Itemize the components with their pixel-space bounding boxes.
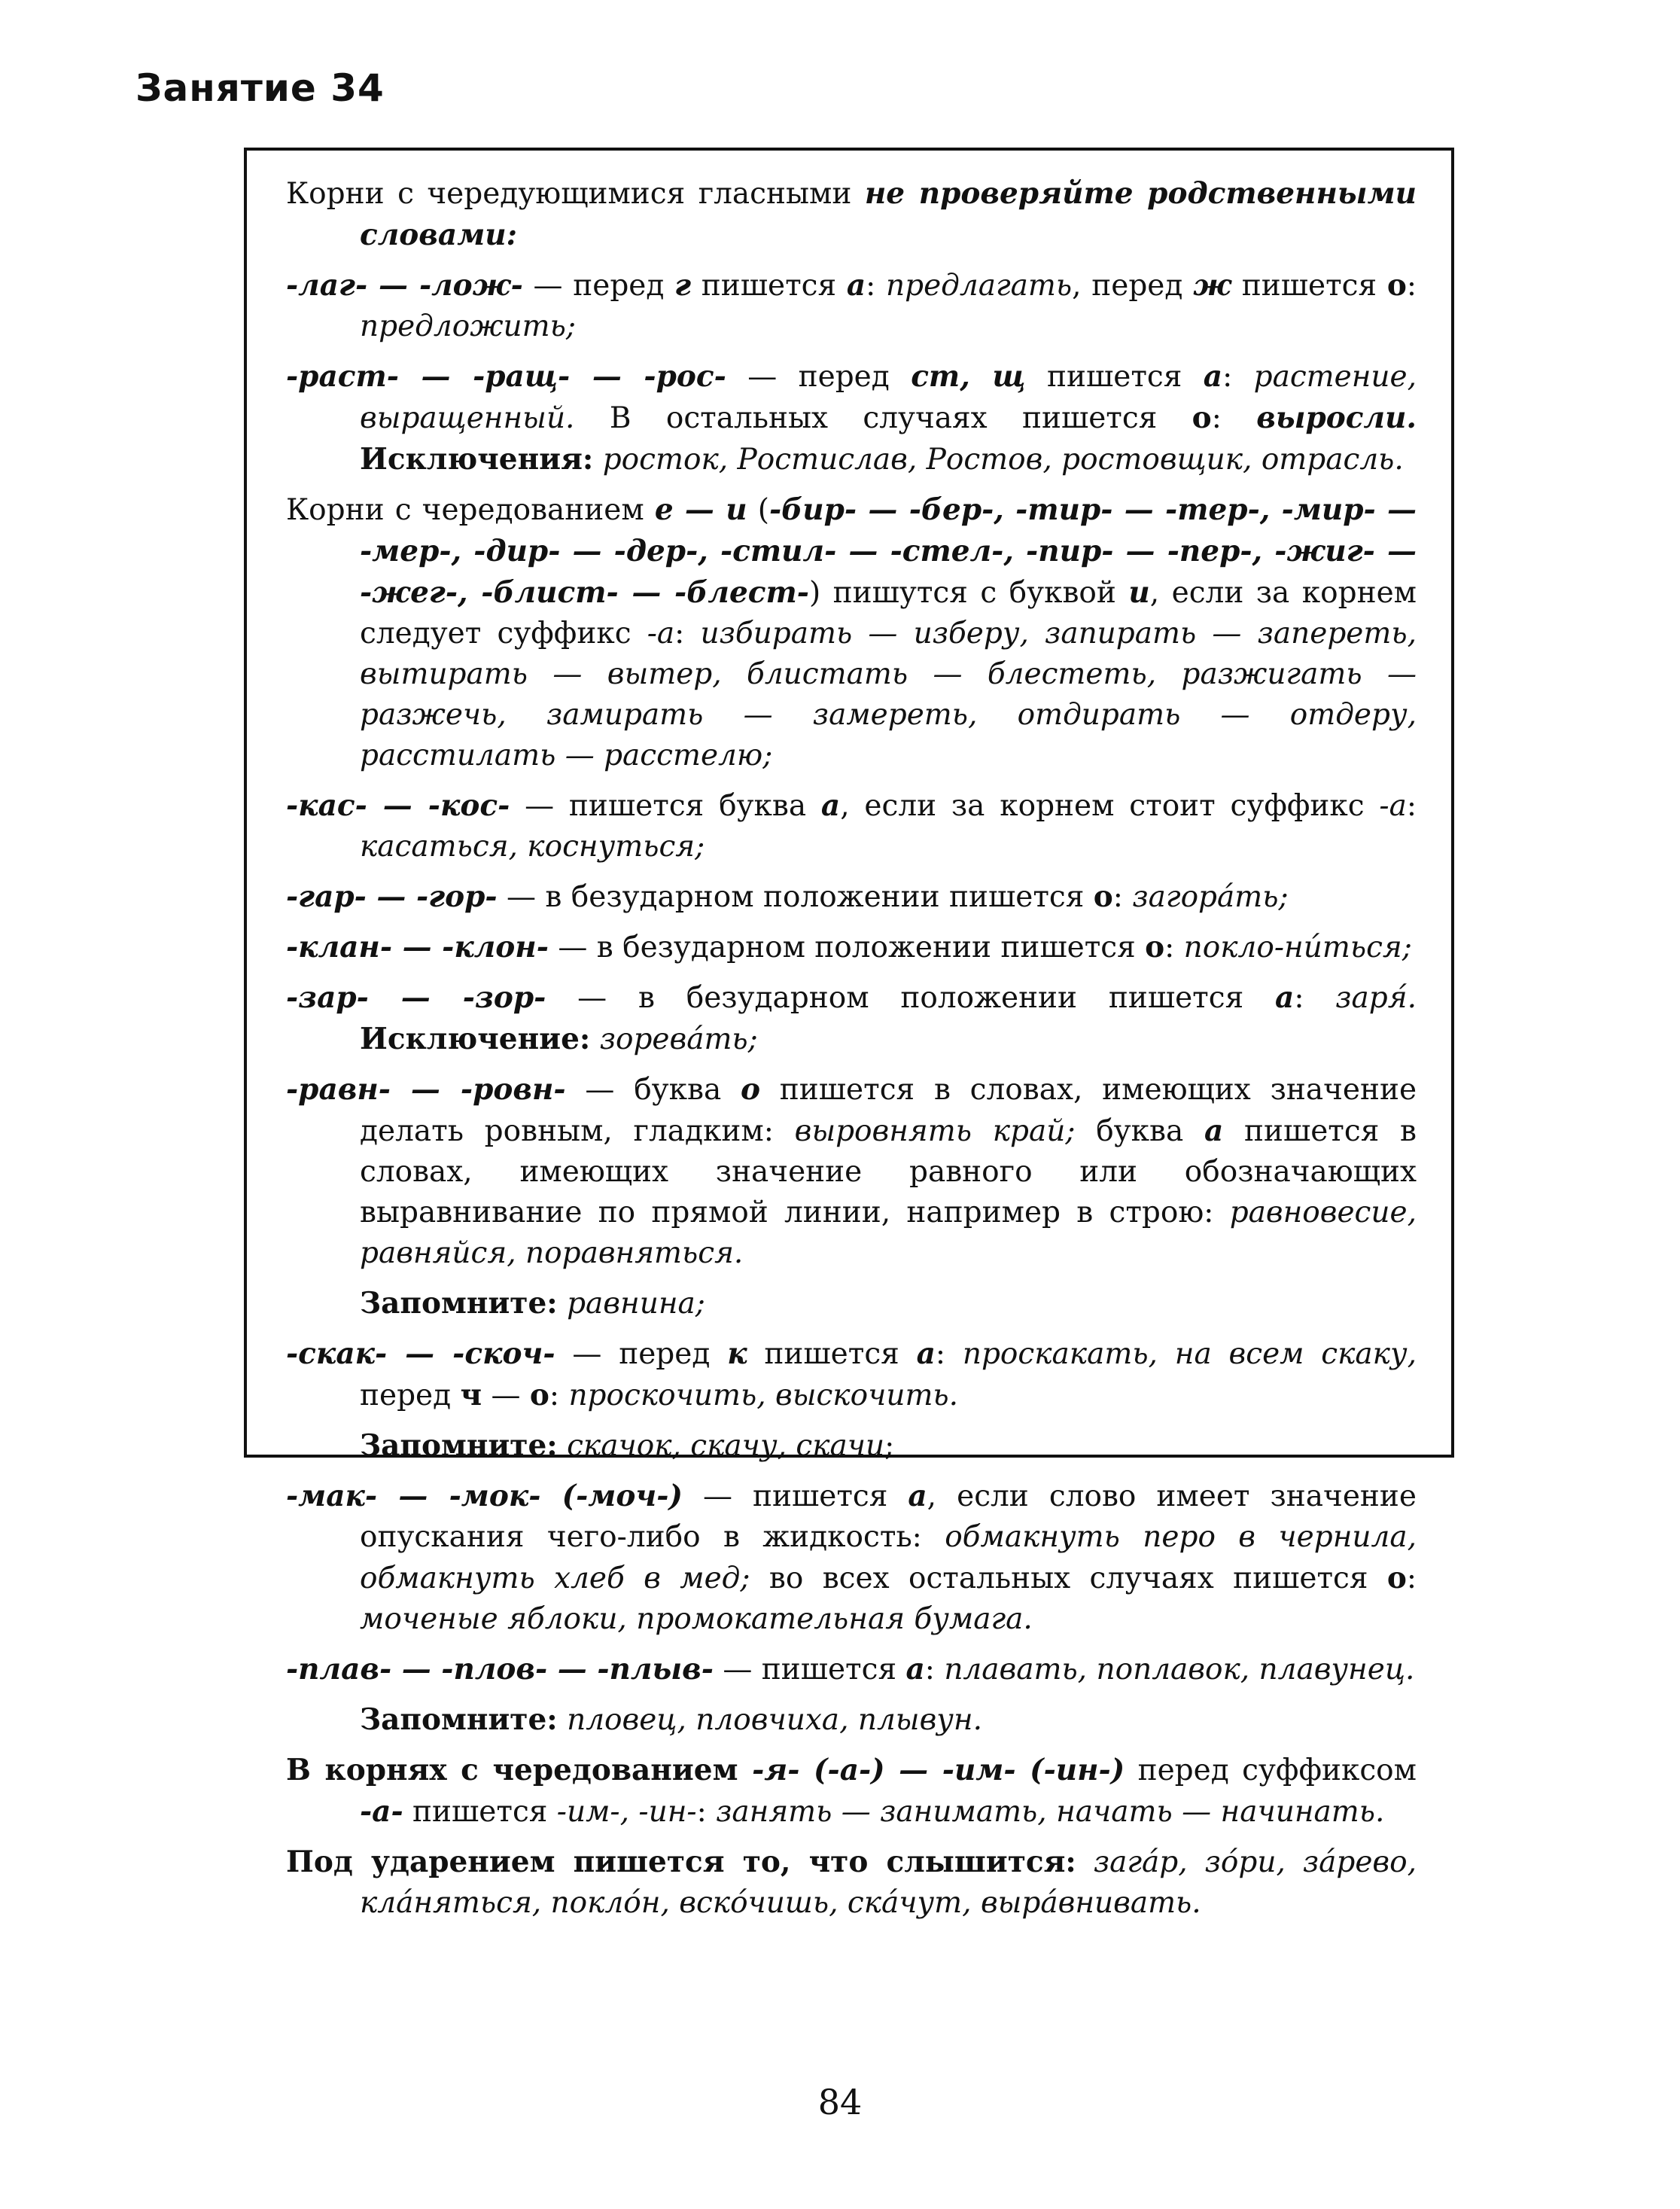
rule-text-run: покло-ни́ться; xyxy=(1183,931,1412,964)
rule-zar-zor xyxy=(286,977,1417,1060)
rule-text-run: а xyxy=(846,268,866,303)
rule-klan-klon xyxy=(286,927,1417,968)
rule-text-run: — в безударном положении пишется xyxy=(546,981,1276,1015)
rule-text-run: -кас- — -кос- xyxy=(286,788,510,823)
rule-text-run: : xyxy=(924,1653,945,1686)
rule-text-run: скачок, скачу, скачи xyxy=(567,1429,885,1463)
rule-text-run: предлагать xyxy=(886,269,1073,303)
rule-stress xyxy=(286,1842,1417,1924)
rule-text-run: касаться, коснуться; xyxy=(360,830,705,864)
rule-text-run: моченые яблоки, промокательная бумага. xyxy=(360,1602,1033,1636)
rule-text-run: Запомните: xyxy=(360,1286,558,1321)
rule-text-run: , если за корнем следует суффикс xyxy=(360,576,1417,651)
rule-kas-kos xyxy=(286,785,1417,867)
rule-ravn-note xyxy=(286,1283,1417,1324)
rule-text-run: -равн- — -ровн- xyxy=(286,1072,566,1107)
rule-text-run: а xyxy=(916,1336,936,1371)
lesson-title: Занятие 34 xyxy=(135,66,385,110)
rule-e-i xyxy=(286,489,1417,776)
rule-text-run: — в безударном положении пишется xyxy=(548,931,1146,964)
rule-text-run: Исключения: xyxy=(360,442,594,477)
rule-text-run: г xyxy=(674,268,692,303)
rule-text-run: во всех остальных случаях пишется xyxy=(750,1562,1387,1595)
rule-text-run: плавать, поплавок, плавунец. xyxy=(944,1653,1415,1686)
rule-text-run: ) пишутся с буквой xyxy=(808,576,1129,610)
rule-text-run: не проверяйте родственными словами: xyxy=(360,176,1417,252)
rule-text-run: — в безударном положении пишется xyxy=(497,880,1094,914)
rule-text-run: выровнять край; xyxy=(794,1114,1076,1148)
rule-text-run xyxy=(558,1429,567,1463)
rule-text-run: -я- (-а-) — -им- (-ин-) xyxy=(752,1753,1125,1787)
rule-text-run: : xyxy=(1406,789,1417,823)
rule-text-run: ; xyxy=(884,1429,895,1463)
rule-text-run: Корни с чередованием xyxy=(286,493,655,527)
rule-text-run: — пишется xyxy=(682,1479,908,1513)
rule-text-run: -зар- — -зор- xyxy=(286,980,546,1015)
rule-text-run: равнина; xyxy=(567,1287,705,1321)
rule-text-run: Корни с чередующимися гласными xyxy=(286,177,865,211)
rule-mak-mok xyxy=(286,1476,1417,1640)
rule-text-run: а xyxy=(908,1479,927,1513)
rule-text-run: о xyxy=(529,1378,549,1412)
rule-text-run: : xyxy=(696,1795,717,1829)
rule-skak-note xyxy=(286,1425,1417,1467)
rule-text-run: ( xyxy=(747,493,769,527)
rule-text-run: о xyxy=(1093,879,1113,914)
rule-rast-rasch-ros xyxy=(286,356,1417,480)
rule-text-run: а xyxy=(1204,1114,1224,1148)
rule-text-run: загора́ть; xyxy=(1132,880,1289,914)
rule-text-run xyxy=(590,1022,599,1056)
rule-intro xyxy=(286,173,1417,256)
rule-text-run: Исключение: xyxy=(360,1022,591,1056)
rule-plav-plov-plyv xyxy=(286,1649,1417,1690)
rule-plav-note xyxy=(286,1699,1417,1741)
rule-ya-im xyxy=(286,1750,1417,1833)
rule-text-run: : xyxy=(1112,880,1133,914)
rule-text-run: -а xyxy=(1379,789,1407,823)
rule-text-run xyxy=(1076,1845,1094,1879)
page-number: 84 xyxy=(817,2082,863,2122)
rule-text-run: : xyxy=(1211,401,1257,435)
rule-text-run: о xyxy=(1192,401,1212,435)
rule-text-run: предложить; xyxy=(360,309,576,343)
rule-text-run: В корнях с чередованием xyxy=(286,1753,753,1787)
rule-text-run: -раст- — -ращ- — -рос- xyxy=(286,359,726,394)
rule-text-run: В остальных случаях пишется xyxy=(574,401,1192,435)
rule-text-run: пловец, пловчиха, плывун. xyxy=(567,1703,982,1737)
rule-text-run: , если за корнем стоит суффикс xyxy=(840,789,1380,823)
rule-text-run: выросли. xyxy=(1256,401,1417,435)
rule-text-run: а xyxy=(905,1652,925,1686)
rule-text-run: о xyxy=(1145,930,1165,964)
rule-text-run: — пишется xyxy=(713,1653,906,1686)
rule-text-run: -клан- — -клон- xyxy=(286,930,549,964)
rule-text-run: и xyxy=(1128,575,1150,610)
rule-text-run: , перед xyxy=(1072,269,1194,303)
rule-text-run: ж xyxy=(1193,268,1232,303)
rule-text-run: — перед xyxy=(555,1337,728,1371)
rules-frame xyxy=(244,148,1454,1920)
rule-text-run: : xyxy=(1406,269,1417,303)
rule-text-run xyxy=(558,1287,567,1321)
rule-text-run: -мак- — -мок- (-моч-) xyxy=(286,1479,683,1513)
rule-text-run: равновесие, равняйся, поравняться. xyxy=(360,1196,1417,1270)
rule-text-run: — xyxy=(482,1379,530,1412)
rule-lag-lozh xyxy=(286,265,1417,347)
rule-text-run: : xyxy=(1222,360,1254,394)
rule-text-run: а xyxy=(1275,980,1295,1015)
rule-text-run: о xyxy=(741,1072,761,1107)
rule-text-run: заря́. xyxy=(1335,981,1417,1015)
rule-text-run: : xyxy=(674,617,701,651)
rule-text-run: перед суффиксом xyxy=(1125,1753,1417,1787)
rule-text-run: о xyxy=(1386,1561,1407,1595)
rule-text-run: : xyxy=(549,1379,569,1412)
rule-text-run: -плав- — -плов- — -плыв- xyxy=(286,1652,714,1686)
rule-text-run: проскочить, выскочить. xyxy=(568,1379,959,1412)
rule-text-run: пишется xyxy=(403,1795,557,1829)
rule-text-run: — перед xyxy=(522,269,675,303)
rule-text-run: растение, выращенный. xyxy=(360,360,1417,435)
rule-text-run: : xyxy=(1406,1562,1417,1595)
rule-text-run: -им-, -ин- xyxy=(556,1795,697,1829)
rule-text-run: пишется в словах, имеющих значение равного или обозначающих выравнивание по прямой линии, например в строю: xyxy=(360,1114,1417,1229)
rule-text-run: к xyxy=(727,1336,747,1371)
rule-text-run: — перед xyxy=(726,360,912,394)
rule-gar-gor xyxy=(286,876,1417,918)
rule-text-run: обмакнуть перо в чернила, обмакнуть хлеб в мед; xyxy=(360,1520,1417,1595)
rule-text-run: буква xyxy=(1075,1114,1204,1148)
rule-text-run: Запомните: xyxy=(360,1428,558,1463)
rule-text-run: о xyxy=(1386,268,1407,303)
rule-text-run: -бир- — -бер-, -тир- — -тер-, -мир- — -мер-, -дир- — -дер-, -стил- — -стел-, -пир- — -пер-, -жиг- — -жег-, -блист- — -блест- xyxy=(360,492,1417,610)
rule-text-run: пишется xyxy=(691,269,847,303)
rule-text-run: -скак- — -скоч- xyxy=(286,1336,555,1371)
rule-text-run: -лаг- — -лож- xyxy=(286,268,523,303)
rule-text-run: а xyxy=(820,788,841,823)
rule-text-run: — пишется буква xyxy=(510,789,821,823)
rule-text-run: , если слово имеет значение опускания чего-либо в жидкость: xyxy=(360,1479,1417,1554)
rule-text-run: росток, Ростислав, Ростов, ростовщик, отрасль. xyxy=(602,443,1404,477)
rule-text-run: а xyxy=(1203,359,1223,394)
rule-text-run: избирать — изберу, запирать — запереть, вытирать — вытер, блистать — блестеть, разжигать — разжечь, замирать — замереть, отдирать — отдеру, расстилать — расстелю; xyxy=(360,617,1417,772)
rule-text-run: -гар- — -гор- xyxy=(286,879,498,914)
rule-text-run: пишется xyxy=(747,1337,917,1371)
rule-text-run: зорева́ть; xyxy=(599,1022,758,1056)
rule-text-run: пишется в словах, имеющих значение делать ровным, гладким: xyxy=(360,1073,1417,1148)
rule-text-run: зага́р, зо́ри, за́рево, кла́няться, покло́н, вско́чишь, ска́чут, выра́внивать. xyxy=(360,1845,1417,1920)
rule-text-run: проскакать, на всем скаку, xyxy=(962,1337,1417,1371)
rule-text-run: Под ударением пишется то, что слышится: xyxy=(286,1845,1076,1879)
rule-text-run: пишется xyxy=(1231,269,1387,303)
rule-text-run: ст, щ xyxy=(911,359,1026,394)
rule-text-run: занять — занимать, начать — начинать. xyxy=(716,1795,1385,1829)
rule-text-run: -а xyxy=(647,617,675,651)
rule-text-run: : xyxy=(935,1337,963,1371)
rule-text-run: : xyxy=(1164,931,1184,964)
rule-text-run: : xyxy=(866,269,886,303)
rule-text-run: ч xyxy=(460,1378,482,1412)
rule-text-run: перед xyxy=(360,1379,461,1412)
rule-skak-skoch xyxy=(286,1333,1417,1416)
rule-text-run xyxy=(558,1703,567,1737)
rule-text-run: — буква xyxy=(565,1073,741,1107)
rule-text-run: Запомните: xyxy=(360,1702,558,1737)
rule-text-run: е — и xyxy=(654,492,747,527)
rule-text-run: : xyxy=(1294,981,1336,1015)
rule-text-run: -а- xyxy=(360,1794,403,1829)
rule-ravn-rovn xyxy=(286,1069,1417,1274)
rule-text-run: пишется xyxy=(1025,360,1204,394)
rule-text-run xyxy=(593,443,602,477)
